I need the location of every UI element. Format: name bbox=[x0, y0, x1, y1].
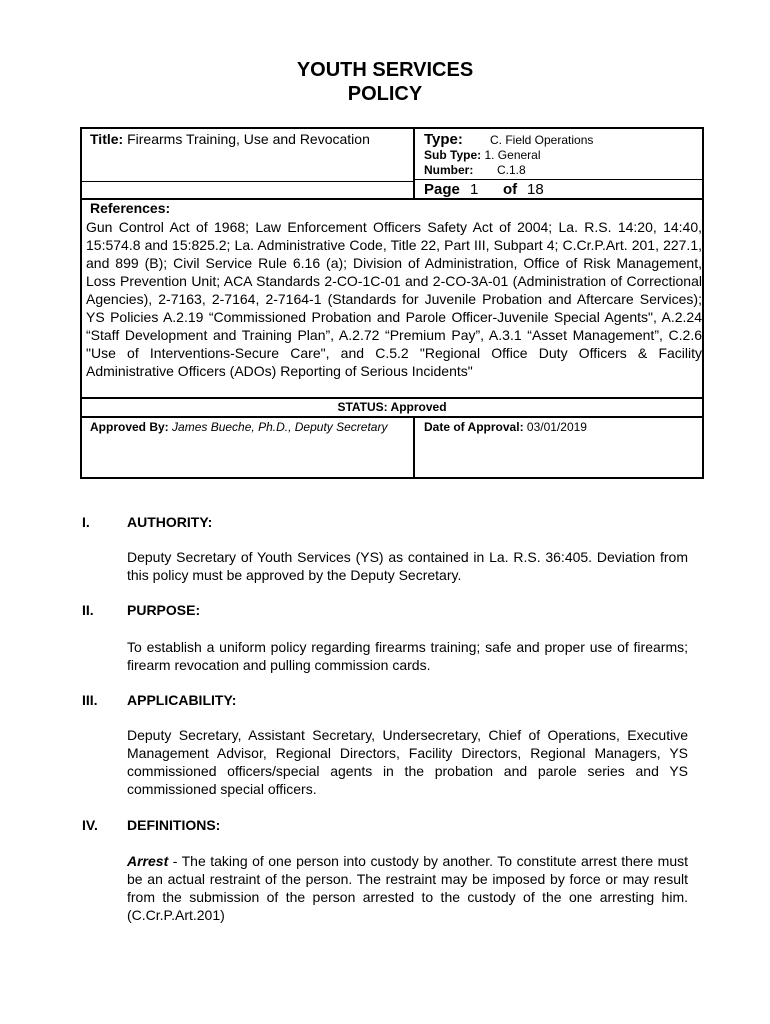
section-4-heading: DEFINITIONS: bbox=[127, 817, 221, 833]
document-title-line1: YOUTH SERVICES bbox=[296, 59, 474, 81]
title-label: Title: bbox=[90, 131, 124, 147]
number-value: C.1.8 bbox=[497, 163, 526, 177]
approved-by-value: James Bueche, Ph.D., Deputy Secretary bbox=[172, 420, 388, 434]
box-divider-status-top bbox=[82, 397, 703, 399]
box-divider-page-top bbox=[413, 179, 703, 180]
box-divider-vertical-bottom bbox=[413, 416, 415, 478]
subtype-field bbox=[424, 148, 541, 162]
date-of-approval-field bbox=[424, 420, 587, 434]
definition-arrest bbox=[127, 852, 688, 924]
section-4-number: IV. bbox=[82, 817, 98, 833]
definition-term: Arrest bbox=[127, 853, 169, 869]
type-label: Type: bbox=[424, 131, 463, 148]
page-of-label: of bbox=[503, 181, 518, 198]
section-1-body: Deputy Secretary of Youth Services (YS) as contained in La. R.S. 36:405. Deviation from this policy must be approved by the Deputy Secretary. bbox=[127, 549, 688, 583]
page-total: 18 bbox=[527, 181, 544, 198]
status-badge: STATUS: Approved bbox=[337, 400, 447, 414]
section-3-heading: APPLICABILITY: bbox=[127, 692, 237, 708]
box-divider-references-top bbox=[82, 198, 703, 200]
subtype-label: Sub Type: bbox=[424, 148, 482, 162]
title-value: Firearms Training, Use and Revocation bbox=[127, 131, 370, 147]
definition-text: - The taking of one person into custody by another. To constitute arrest there must be an actual restraint of the person. The restraint may be imposed by force or may result from the submission of the person arrested to the custody of the one arresting him. (C.Cr.P.Art.201) bbox=[127, 853, 688, 923]
approved-by-label: Approved By: bbox=[90, 420, 169, 434]
section-3-number: III. bbox=[82, 692, 98, 708]
references-label: References: bbox=[90, 200, 171, 216]
box-divider-left-mid bbox=[82, 181, 413, 182]
section-2-number: II. bbox=[82, 602, 94, 618]
approved-by-field bbox=[90, 420, 387, 434]
box-divider-vertical-top bbox=[413, 129, 415, 199]
number-label: Number: bbox=[424, 163, 474, 177]
section-1-number: I. bbox=[82, 514, 90, 530]
page-value: 1 bbox=[470, 181, 479, 198]
section-2-heading: PURPOSE: bbox=[127, 602, 201, 618]
subtype-value: 1. General bbox=[484, 148, 541, 162]
references-text: Gun Control Act of 1968; Law Enforcement Officers Safety Act of 2004; La. R.S. 14:20, 14:40, 15:574.8 and 15:825.2; La. Administrative Code, Title 22, Part III, Subpart 4; C.Cr.P.Art. 201, 227.1, and 899 (B); Civil Service Rule 6.16 (a); Division of Administration, Office of Risk Management, Loss Prevention Unit; ACA Standards 2-CO-1C-01 and 2-CO-3A-01 (Administration of Correctional Agencies), 2-7163, 2-7164, 2-7164-1 (Standards for Juvenile Probation and Aftercare Services); YS Policies A.2.19 “Commissioned Probation and Parole Officer-Juvenile Special Agents", A.2.24 “Staff Development and Training Plan”, A.2.72 “Premium Pay”, A.3.1 “Asset Management”, C.2.6 "Use of Interventions-Secure Care", and C.5.2 "Regional Office Duty Officers & Facility Administrative Officers (ADOs) Reporting of Serious Incidents" bbox=[86, 219, 702, 379]
section-1-heading: AUTHORITY: bbox=[127, 514, 213, 530]
title-field bbox=[90, 131, 370, 147]
page-label: Page bbox=[424, 181, 460, 198]
date-of-approval-value: 03/01/2019 bbox=[526, 420, 587, 434]
section-2-body: To establish a uniform policy regarding firearms training; safe and proper use of firearms; firearm revocation and pulling commission cards. bbox=[127, 639, 688, 673]
document-title-line2: POLICY bbox=[347, 83, 423, 105]
date-of-approval-label: Date of Approval: bbox=[424, 420, 524, 434]
type-value: C. Field Operations bbox=[490, 133, 594, 147]
section-3-body: Deputy Secretary, Assistant Secretary, Undersecretary, Chief of Operations, Executive Management Advisor, Regional Directors, Facility Directors, Regional Managers, YS commissioned officers/special agents in the probation and parole series and YS commissioned special officers. bbox=[127, 727, 688, 797]
box-divider-status-bottom bbox=[82, 416, 703, 418]
